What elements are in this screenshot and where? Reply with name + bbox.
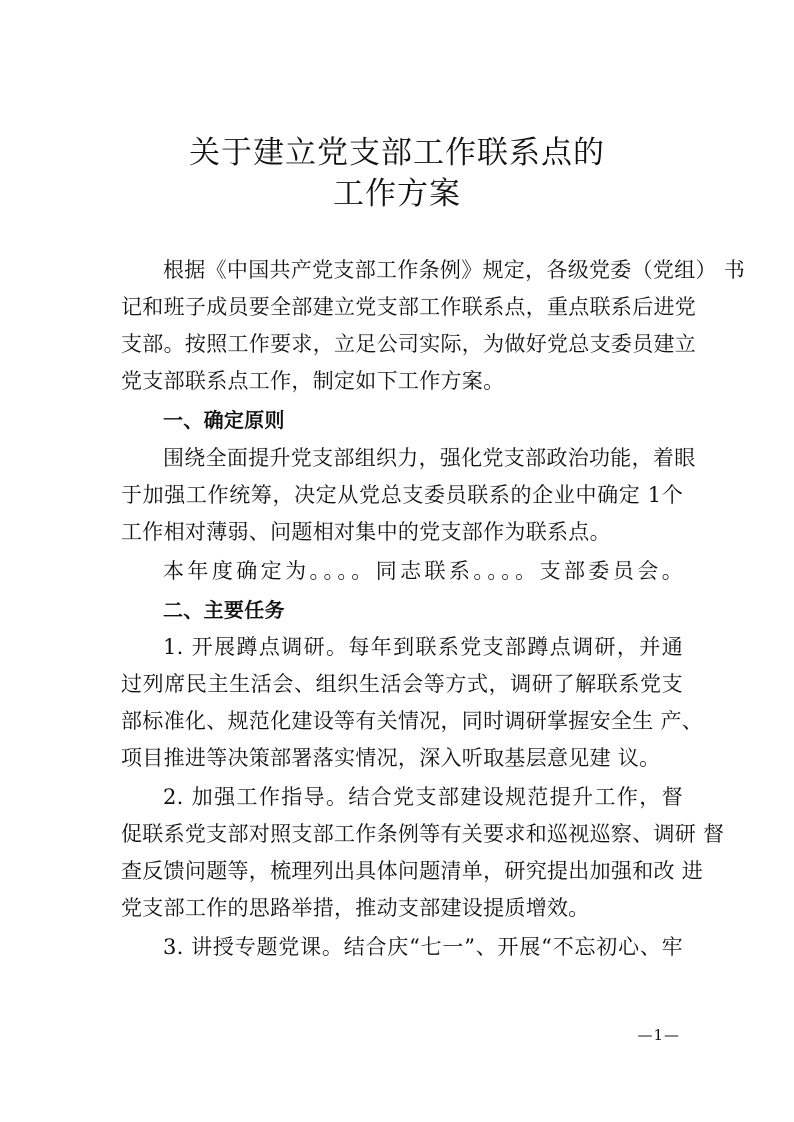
document-title-line-2: 工作方案 (333, 176, 461, 212)
section-2-heading: 二、主要任务 (163, 598, 285, 622)
document-title-line-1: 关于建立党支部工作联系点的 (189, 135, 605, 171)
task-2-line-3: 查反馈问题等，梳理列出具体问题清单，研究提出加强和改 进 (121, 859, 704, 883)
task-2-line-4: 党支部工作的思路举措，推动支部建设提质增效。 (121, 896, 590, 920)
section-1-para-2: 本年度确定为。。。。同志联系。。。。支部委员会。 (163, 559, 683, 583)
intro-line-2: 记和班子成员要全部建立党支部工作联系点，重点联系后进党 (121, 295, 697, 319)
task-1-line-1: 1. 开展蹲点调研。每年到联系党支部蹲点调研，并通 (163, 635, 683, 659)
section-1-para-1-line-1: 围绕全面提升党支部组织力，强化党支部政治功能，着眼 (163, 446, 696, 470)
intro-line-1: 根据《中国共产党支部工作条例》规定，各级党委（党组） 书 (163, 258, 746, 282)
page-number: —1— (637, 1026, 680, 1044)
task-3-line-1: 3. 讲授专题党课。结合庆“七一”、开展“不忘初心、牢 (163, 935, 683, 959)
task-1-line-2: 过列席民主生活会、组织生活会等方式，调研了解联系党支 (121, 672, 683, 696)
intro-line-3: 支部。按照工作要求，立足公司实际，为做好党总支委员建立 (121, 332, 697, 356)
task-1-line-4: 项目推进等决策部署落实情况，深入听取基层意见建 议。 (121, 746, 661, 770)
section-1-para-1-line-3: 工作相对薄弱、问题相对集中的党支部作为联系点。 (121, 520, 611, 544)
section-1-para-1-line-2: 于加强工作统筹，决定从党总支委员联系的企业中确定 1个 (121, 483, 683, 507)
section-1-heading: 一、确定原则 (163, 408, 285, 432)
task-2-line-2: 促联系党支部对照支部工作条例等有关要求和巡视巡察、调研 督 (121, 822, 725, 846)
task-2-line-1: 2. 加强工作指导。结合党支部建设规范提升工作，督 (163, 785, 683, 809)
task-1-line-3: 部标准化、规范化建设等有关情况，同时调研掌握安全生 产、 (121, 709, 704, 733)
intro-line-4: 党支部联系点工作，制定如下工作方案。 (121, 369, 505, 393)
